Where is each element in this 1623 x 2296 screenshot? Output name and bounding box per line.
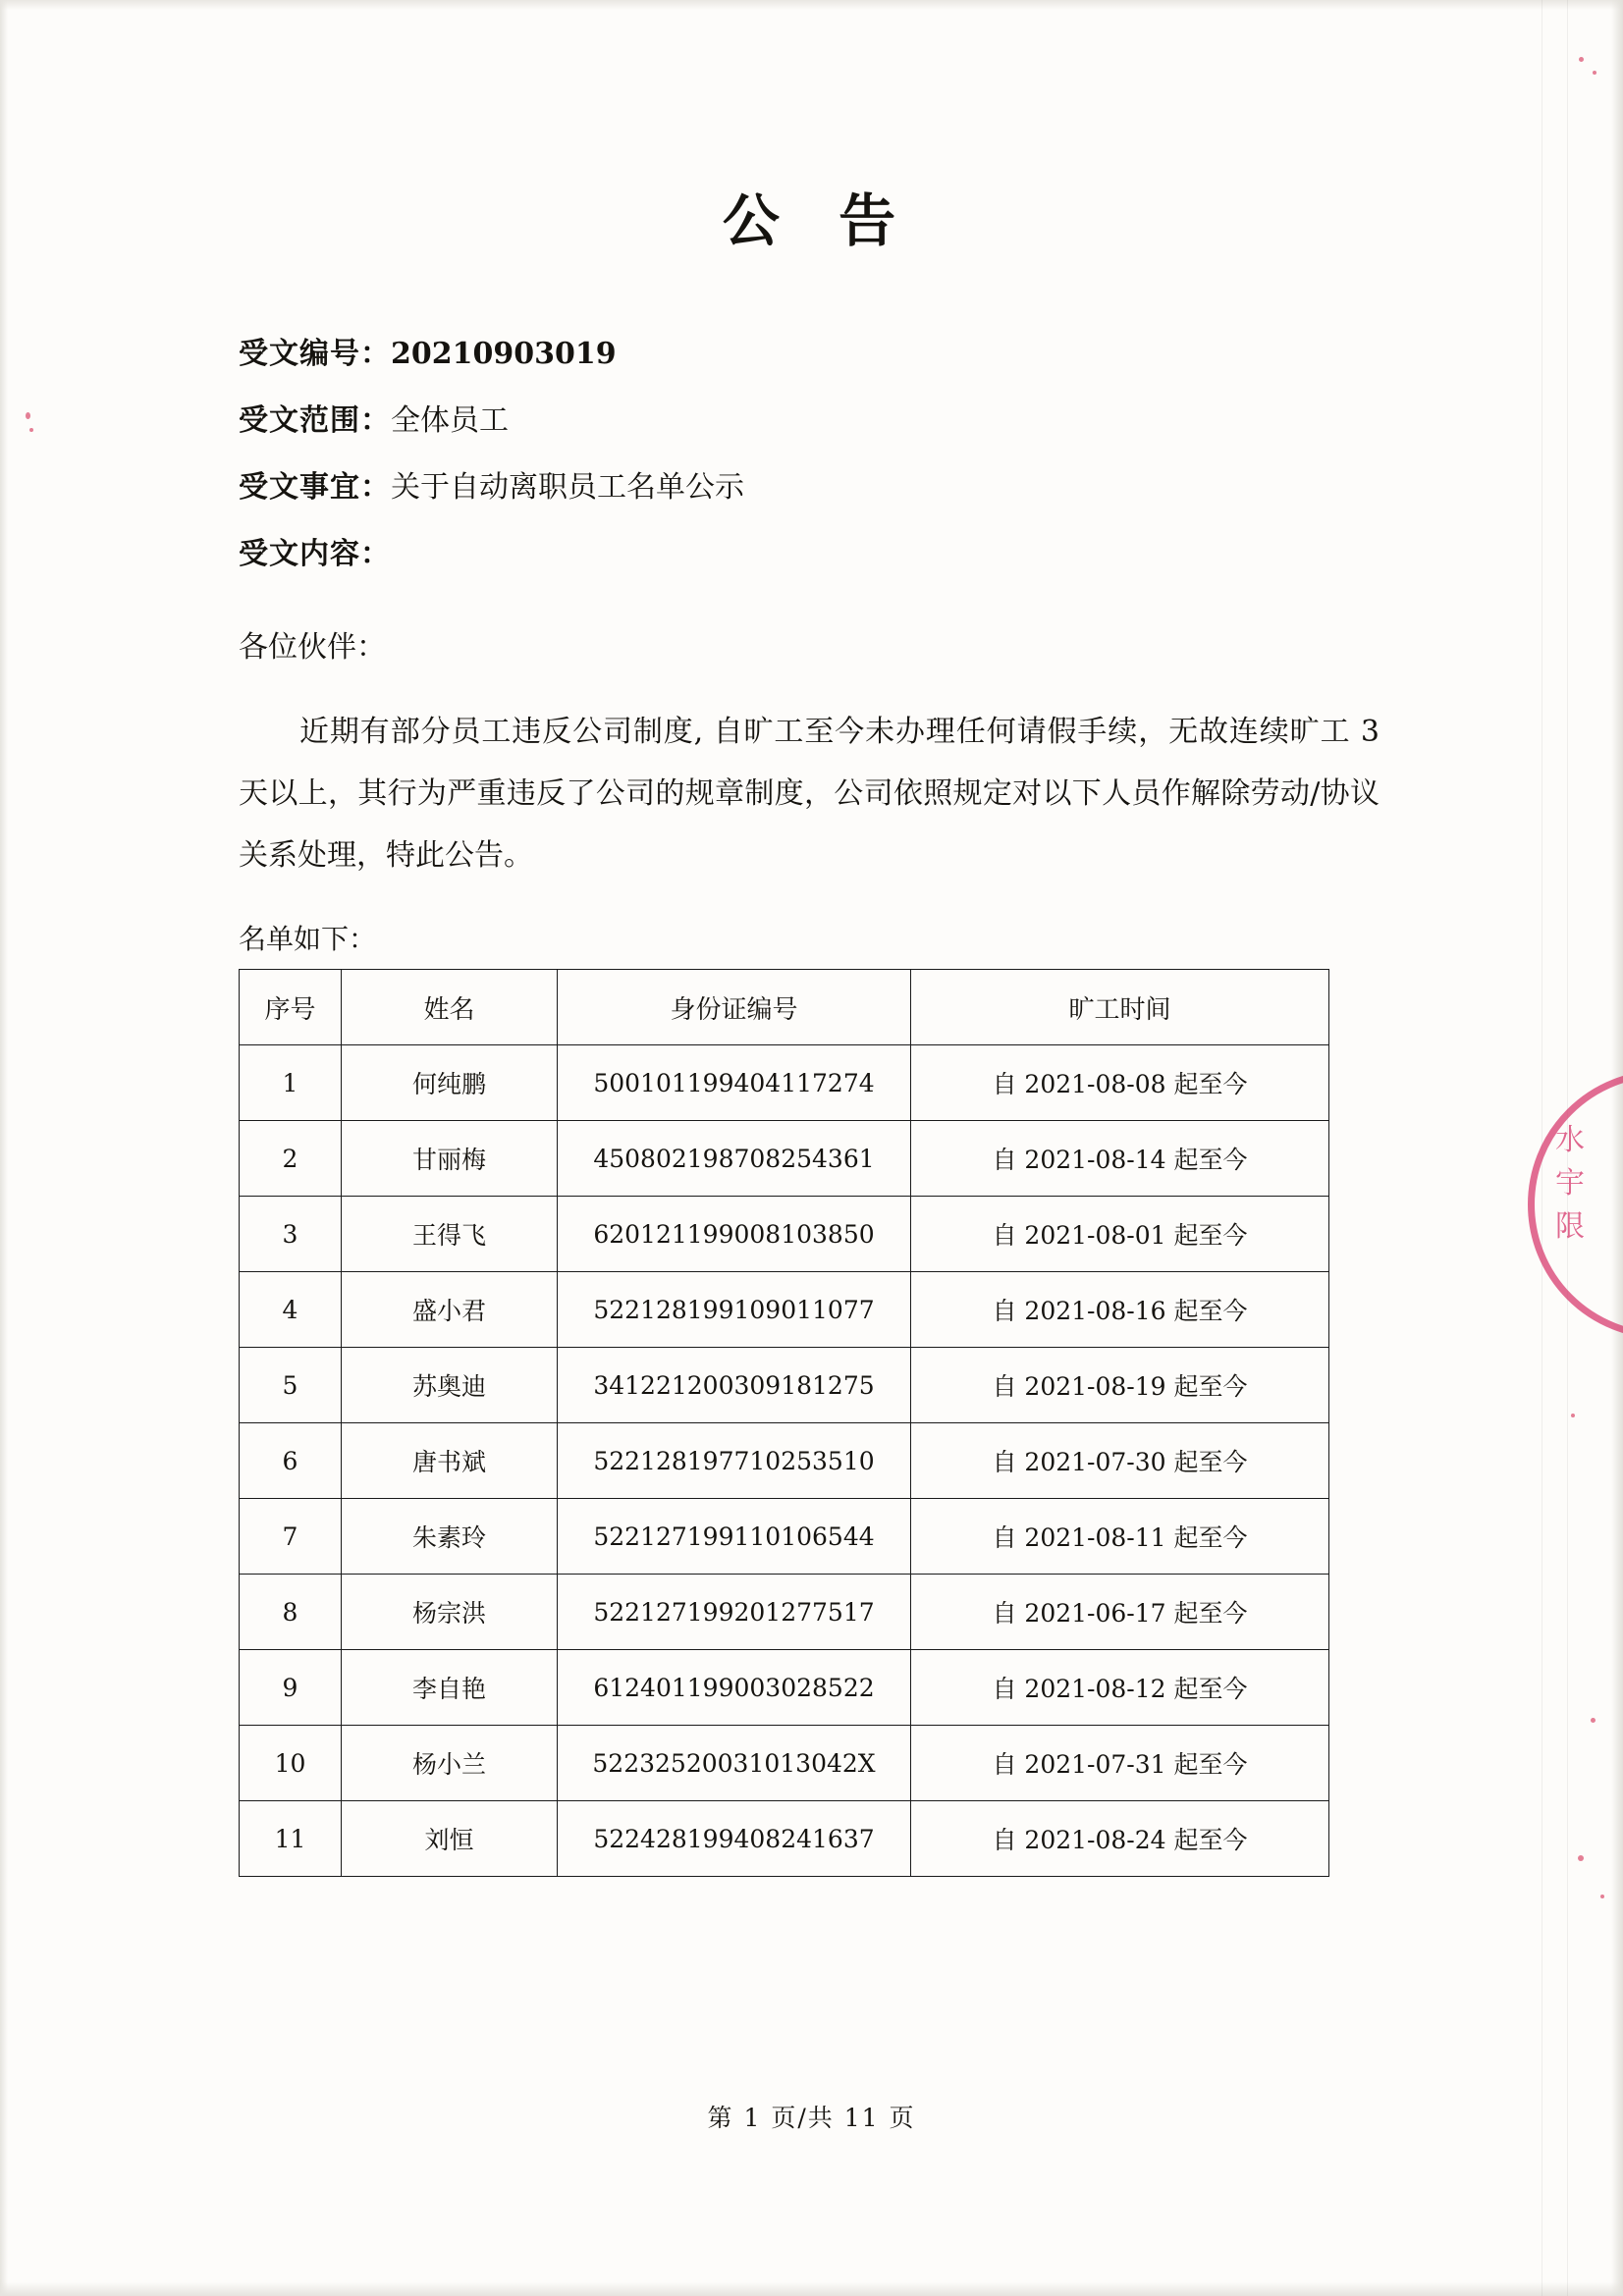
cell-absence-period: 自 2021-08-14 起至今 <box>911 1121 1329 1197</box>
cell-name: 刘恒 <box>342 1801 558 1877</box>
cell-name: 杨宗洪 <box>342 1575 558 1650</box>
meta-row-scope <box>239 403 1380 438</box>
page-footer: 第 1 页/共 11 页 <box>707 2104 916 2132</box>
cell-id-number: 522128197710253510 <box>558 1423 911 1499</box>
meta-row-document-number <box>239 337 1380 371</box>
cell-absence-period: 自 2021-08-08 起至今 <box>911 1045 1329 1121</box>
cell-index: 11 <box>240 1801 342 1877</box>
table-row <box>240 1650 1329 1726</box>
meta-label: 受文编号： <box>239 337 391 371</box>
paper-edge-right <box>1611 0 1623 2296</box>
meta-value: 全体员工 <box>391 403 509 438</box>
cell-absence-period: 自 2021-08-19 起至今 <box>911 1348 1329 1423</box>
cell-name: 王得飞 <box>342 1197 558 1272</box>
salutation: 各位伙伴： <box>239 630 386 665</box>
cell-absence-period: 自 2021-08-11 起至今 <box>911 1499 1329 1575</box>
cell-name: 朱素玲 <box>342 1499 558 1575</box>
cell-id-number: 450802198708254361 <box>558 1121 911 1197</box>
column-header-absence-period: 旷工时间 <box>911 970 1329 1045</box>
meta-value: 关于自动离职员工名单公示 <box>391 470 744 505</box>
table-row <box>240 1423 1329 1499</box>
cell-name: 盛小君 <box>342 1272 558 1348</box>
cell-index: 6 <box>240 1423 342 1499</box>
column-header-index: 序号 <box>240 970 342 1045</box>
absentee-table <box>239 969 1329 1877</box>
cell-absence-period: 自 2021-08-24 起至今 <box>911 1801 1329 1877</box>
cell-absence-period: 自 2021-08-16 起至今 <box>911 1272 1329 1348</box>
meta-label: 受文事宜： <box>239 470 391 505</box>
cell-absence-period: 自 2021-08-01 起至今 <box>911 1197 1329 1272</box>
scan-speck <box>1579 57 1584 62</box>
table-row <box>240 1197 1329 1272</box>
cell-index: 10 <box>240 1726 342 1801</box>
cell-absence-period: 自 2021-07-31 起至今 <box>911 1726 1329 1801</box>
cell-id-number: 500101199404117274 <box>558 1045 911 1121</box>
cell-id-number: 522127199110106544 <box>558 1499 911 1575</box>
scan-speck <box>1591 1718 1596 1723</box>
table-row <box>240 1726 1329 1801</box>
cell-name: 苏奥迪 <box>342 1348 558 1423</box>
scan-speck <box>29 428 33 432</box>
cell-index: 3 <box>240 1197 342 1272</box>
cell-index: 8 <box>240 1575 342 1650</box>
document-body <box>239 0 1380 1877</box>
table-row <box>240 1499 1329 1575</box>
table-row <box>240 1348 1329 1423</box>
cell-name: 何纯鹏 <box>342 1045 558 1121</box>
cell-id-number: 612401199003028522 <box>558 1650 911 1726</box>
scan-speck <box>1600 1895 1604 1898</box>
page-title: 公 告 <box>722 187 916 254</box>
list-lead-text: 名单如下： <box>239 923 377 955</box>
meta-value: 20210903019 <box>391 337 617 371</box>
scan-speck <box>1578 1855 1584 1861</box>
table-row <box>240 1272 1329 1348</box>
column-header-name: 姓名 <box>342 970 558 1045</box>
meta-row-content <box>239 537 1380 571</box>
cell-id-number: 620121199008103850 <box>558 1197 911 1272</box>
cell-absence-period: 自 2021-08-12 起至今 <box>911 1650 1329 1726</box>
meta-block <box>239 337 1380 571</box>
cell-name: 杨小兰 <box>342 1726 558 1801</box>
company-seal-icon <box>1528 1070 1623 1339</box>
meta-label: 受文范围： <box>239 403 391 438</box>
paper-edge-left <box>0 0 8 2296</box>
table-row <box>240 1801 1329 1877</box>
meta-row-subject <box>239 470 1380 505</box>
cell-index: 5 <box>240 1348 342 1423</box>
cell-index: 1 <box>240 1045 342 1121</box>
cell-id-number: 52232520031013042X <box>558 1726 911 1801</box>
cell-id-number: 522128199109011077 <box>558 1272 911 1348</box>
scan-speck <box>26 412 30 419</box>
cell-absence-period: 自 2021-07-30 起至今 <box>911 1423 1329 1499</box>
company-seal-text: 水 宇 限 <box>1555 1123 1585 1244</box>
table-row <box>240 1121 1329 1197</box>
table-row <box>240 1575 1329 1650</box>
cell-name: 唐书斌 <box>342 1423 558 1499</box>
cell-id-number: 522428199408241637 <box>558 1801 911 1877</box>
scan-artifact-line <box>1567 0 1568 2296</box>
cell-index: 4 <box>240 1272 342 1348</box>
cell-id-number: 341221200309181275 <box>558 1348 911 1423</box>
column-header-id-number: 身份证编号 <box>558 970 911 1045</box>
cell-name: 甘丽梅 <box>342 1121 558 1197</box>
cell-index: 2 <box>240 1121 342 1197</box>
cell-index: 9 <box>240 1650 342 1726</box>
meta-label: 受文内容： <box>239 537 391 571</box>
table-header-row <box>240 970 1329 1045</box>
scan-speck <box>1571 1414 1575 1417</box>
cell-id-number: 522127199201277517 <box>558 1575 911 1650</box>
body-paragraph: 近期有部分员工违反公司制度, 自旷工至今未办理任何请假手续，无故连续旷工 3 天以上，其行为严重违反了公司的规章制度，公司依照规定对以下人员作解除劳动/协议关系处理，特此公告。 <box>239 715 1380 873</box>
scan-speck <box>1593 71 1596 75</box>
cell-absence-period: 自 2021-06-17 起至今 <box>911 1575 1329 1650</box>
cell-name: 李自艳 <box>342 1650 558 1726</box>
table-row <box>240 1045 1329 1121</box>
paper-edge-bottom <box>0 2282 1623 2296</box>
cell-index: 7 <box>240 1499 342 1575</box>
